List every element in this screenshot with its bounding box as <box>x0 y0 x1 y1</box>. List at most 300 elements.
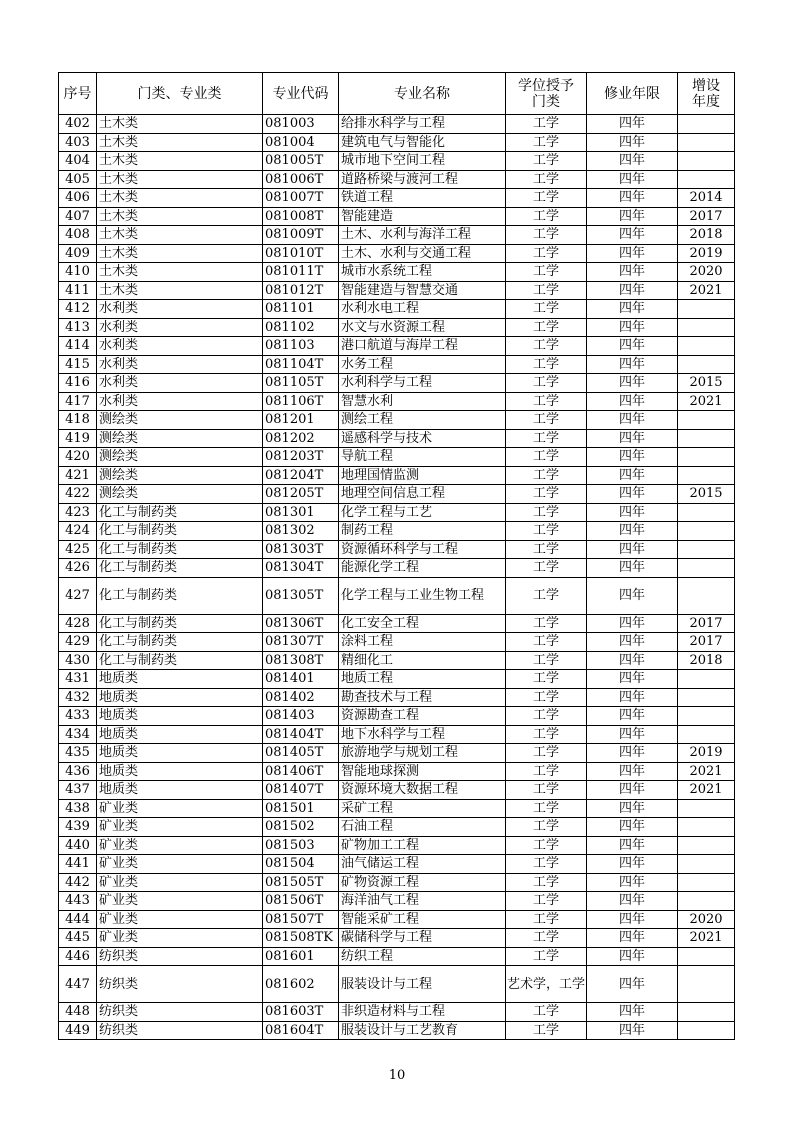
cell-degree: 工学 <box>506 337 587 356</box>
cell-category: 水利类 <box>97 392 263 411</box>
table-row <box>59 947 735 966</box>
cell-degree: 工学 <box>506 263 587 282</box>
cell-category: 矿业类 <box>97 873 263 892</box>
table-row <box>59 170 735 189</box>
table-row <box>59 448 735 467</box>
cell-category: 化工与制药类 <box>97 540 263 559</box>
cell-category: 纺织类 <box>97 947 263 966</box>
cell-degree: 工学 <box>506 614 587 633</box>
table-row <box>59 614 735 633</box>
cell-num: 420 <box>59 448 97 467</box>
table-row <box>59 503 735 522</box>
cell-years: 四年 <box>587 799 678 818</box>
cell-category: 土木类 <box>97 189 263 208</box>
cell-added: 2021 <box>678 281 735 300</box>
cell-years: 四年 <box>587 429 678 448</box>
cell-code: 081105T <box>263 374 339 393</box>
cell-code: 081010T <box>263 244 339 263</box>
cell-num: 421 <box>59 466 97 485</box>
cell-added <box>678 725 735 744</box>
cell-degree: 工学 <box>506 929 587 948</box>
cell-added: 2021 <box>678 392 735 411</box>
cell-added <box>678 355 735 374</box>
cell-added <box>678 300 735 319</box>
cell-num: 403 <box>59 133 97 152</box>
cell-num: 424 <box>59 522 97 541</box>
majors-table-container <box>58 72 734 1040</box>
cell-code: 081401 <box>263 670 339 689</box>
cell-code: 081404T <box>263 725 339 744</box>
cell-name: 智慧水利 <box>339 392 506 411</box>
cell-category: 地质类 <box>97 670 263 689</box>
cell-degree: 工学 <box>506 392 587 411</box>
cell-years: 四年 <box>587 892 678 911</box>
cell-years: 四年 <box>587 374 678 393</box>
cell-code: 081603T <box>263 1003 339 1022</box>
header-code: 专业代码 <box>263 73 339 115</box>
cell-added <box>678 503 735 522</box>
cell-added <box>678 670 735 689</box>
table-row <box>59 374 735 393</box>
cell-code: 081302 <box>263 522 339 541</box>
cell-degree: 工学 <box>506 781 587 800</box>
cell-name: 测绘工程 <box>339 411 506 430</box>
cell-num: 419 <box>59 429 97 448</box>
cell-code: 081501 <box>263 799 339 818</box>
cell-code: 081308T <box>263 651 339 670</box>
cell-name: 遥感科学与技术 <box>339 429 506 448</box>
cell-degree: 工学 <box>506 189 587 208</box>
cell-years: 四年 <box>587 947 678 966</box>
cell-name: 资源循环科学与工程 <box>339 540 506 559</box>
cell-years: 四年 <box>587 855 678 874</box>
cell-category: 地质类 <box>97 781 263 800</box>
cell-added: 2018 <box>678 651 735 670</box>
cell-code: 081205T <box>263 485 339 504</box>
cell-name: 地质工程 <box>339 670 506 689</box>
cell-code: 081202 <box>263 429 339 448</box>
table-row <box>59 300 735 319</box>
cell-name: 服装设计与工程 <box>339 966 506 1003</box>
cell-degree: 工学 <box>506 503 587 522</box>
cell-num: 413 <box>59 318 97 337</box>
cell-num: 404 <box>59 152 97 171</box>
cell-degree: 工学 <box>506 226 587 245</box>
cell-degree: 工学 <box>506 873 587 892</box>
header-added: 增设年度 <box>678 73 735 115</box>
table-row <box>59 966 735 1003</box>
cell-degree: 工学 <box>506 559 587 578</box>
cell-category: 矿业类 <box>97 910 263 929</box>
cell-added <box>678 707 735 726</box>
cell-num: 431 <box>59 670 97 689</box>
cell-years: 四年 <box>587 170 678 189</box>
cell-category: 测绘类 <box>97 448 263 467</box>
header-degree: 学位授予门类 <box>506 73 587 115</box>
cell-category: 地质类 <box>97 762 263 781</box>
cell-years: 四年 <box>587 392 678 411</box>
cell-added: 2018 <box>678 226 735 245</box>
page-number: 10 <box>388 1068 406 1083</box>
table-row <box>59 818 735 837</box>
cell-added: 2019 <box>678 244 735 263</box>
table-row <box>59 466 735 485</box>
cell-years: 四年 <box>587 318 678 337</box>
cell-name: 海洋油气工程 <box>339 892 506 911</box>
cell-years: 四年 <box>587 115 678 134</box>
cell-name: 勘查技术与工程 <box>339 688 506 707</box>
cell-category: 土木类 <box>97 226 263 245</box>
cell-code: 081102 <box>263 318 339 337</box>
cell-name: 化工安全工程 <box>339 614 506 633</box>
cell-code: 081508TK <box>263 929 339 948</box>
cell-added: 2014 <box>678 189 735 208</box>
cell-name: 油气储运工程 <box>339 855 506 874</box>
cell-name: 城市水系统工程 <box>339 263 506 282</box>
cell-added: 2021 <box>678 781 735 800</box>
table-row <box>59 762 735 781</box>
table-row <box>59 485 735 504</box>
cell-code: 081011T <box>263 263 339 282</box>
cell-years: 四年 <box>587 707 678 726</box>
cell-name: 导航工程 <box>339 448 506 467</box>
table-row <box>59 577 735 614</box>
cell-years: 四年 <box>587 688 678 707</box>
cell-name: 水利科学与工程 <box>339 374 506 393</box>
cell-name: 道路桥梁与渡河工程 <box>339 170 506 189</box>
cell-code: 081504 <box>263 855 339 874</box>
cell-category: 矿业类 <box>97 818 263 837</box>
cell-degree: 工学 <box>506 910 587 929</box>
cell-code: 081602 <box>263 966 339 1003</box>
cell-code: 081305T <box>263 577 339 614</box>
cell-added <box>678 855 735 874</box>
cell-name: 地下水科学与工程 <box>339 725 506 744</box>
cell-degree: 工学 <box>506 707 587 726</box>
cell-added <box>678 448 735 467</box>
cell-degree: 工学 <box>506 522 587 541</box>
cell-num: 415 <box>59 355 97 374</box>
cell-num: 444 <box>59 910 97 929</box>
cell-years: 四年 <box>587 263 678 282</box>
cell-name: 港口航道与海岸工程 <box>339 337 506 356</box>
table-row <box>59 781 735 800</box>
cell-num: 439 <box>59 818 97 837</box>
cell-name: 智能地球探测 <box>339 762 506 781</box>
table-row <box>59 207 735 226</box>
table-row <box>59 836 735 855</box>
cell-name: 石油工程 <box>339 818 506 837</box>
table-row <box>59 929 735 948</box>
cell-name: 精细化工 <box>339 651 506 670</box>
table-body <box>59 115 735 1040</box>
cell-added <box>678 318 735 337</box>
cell-degree: 工学 <box>506 744 587 763</box>
table-row <box>59 559 735 578</box>
cell-added <box>678 559 735 578</box>
cell-years: 四年 <box>587 559 678 578</box>
cell-added <box>678 873 735 892</box>
cell-years: 四年 <box>587 337 678 356</box>
cell-name: 智能建造与智慧交通 <box>339 281 506 300</box>
cell-code: 081303T <box>263 540 339 559</box>
cell-degree: 工学 <box>506 281 587 300</box>
table-row <box>59 281 735 300</box>
cell-code: 081201 <box>263 411 339 430</box>
cell-num: 430 <box>59 651 97 670</box>
cell-degree: 工学 <box>506 892 587 911</box>
cell-code: 081009T <box>263 226 339 245</box>
cell-num: 447 <box>59 966 97 1003</box>
header-name: 专业名称 <box>339 73 506 115</box>
cell-num: 433 <box>59 707 97 726</box>
cell-num: 411 <box>59 281 97 300</box>
cell-num: 435 <box>59 744 97 763</box>
cell-code: 081406T <box>263 762 339 781</box>
cell-code: 081012T <box>263 281 339 300</box>
table-row <box>59 189 735 208</box>
cell-degree: 工学 <box>506 244 587 263</box>
table-row <box>59 688 735 707</box>
cell-category: 矿业类 <box>97 855 263 874</box>
cell-code: 081008T <box>263 207 339 226</box>
cell-num: 408 <box>59 226 97 245</box>
cell-added <box>678 1021 735 1040</box>
cell-added <box>678 818 735 837</box>
cell-category: 地质类 <box>97 744 263 763</box>
cell-added: 2020 <box>678 263 735 282</box>
cell-name: 城市地下空间工程 <box>339 152 506 171</box>
table-row <box>59 263 735 282</box>
cell-num: 402 <box>59 115 97 134</box>
cell-degree: 工学 <box>506 485 587 504</box>
cell-name: 纺织工程 <box>339 947 506 966</box>
cell-code: 081604T <box>263 1021 339 1040</box>
cell-num: 422 <box>59 485 97 504</box>
cell-category: 土木类 <box>97 152 263 171</box>
cell-degree: 工学 <box>506 152 587 171</box>
cell-added <box>678 133 735 152</box>
cell-code: 081103 <box>263 337 339 356</box>
cell-added <box>678 411 735 430</box>
cell-category: 纺织类 <box>97 966 263 1003</box>
cell-code: 081403 <box>263 707 339 726</box>
cell-num: 441 <box>59 855 97 874</box>
cell-name: 化学工程与工业生物工程 <box>339 577 506 614</box>
table-row <box>59 318 735 337</box>
cell-added: 2019 <box>678 744 735 763</box>
table-row <box>59 355 735 374</box>
cell-category: 矿业类 <box>97 799 263 818</box>
cell-degree: 工学 <box>506 374 587 393</box>
cell-added <box>678 152 735 171</box>
cell-code: 081601 <box>263 947 339 966</box>
cell-category: 测绘类 <box>97 466 263 485</box>
cell-degree: 工学 <box>506 799 587 818</box>
cell-category: 矿业类 <box>97 892 263 911</box>
cell-category: 土木类 <box>97 281 263 300</box>
cell-category: 水利类 <box>97 337 263 356</box>
cell-added <box>678 522 735 541</box>
cell-category: 地质类 <box>97 707 263 726</box>
cell-years: 四年 <box>587 540 678 559</box>
cell-category: 土木类 <box>97 244 263 263</box>
cell-category: 土木类 <box>97 133 263 152</box>
cell-years: 四年 <box>587 910 678 929</box>
cell-added <box>678 577 735 614</box>
cell-years: 四年 <box>587 577 678 614</box>
cell-added: 2015 <box>678 374 735 393</box>
cell-years: 四年 <box>587 781 678 800</box>
cell-num: 405 <box>59 170 97 189</box>
cell-category: 土木类 <box>97 263 263 282</box>
cell-degree: 工学 <box>506 725 587 744</box>
cell-code: 081101 <box>263 300 339 319</box>
table-row <box>59 744 735 763</box>
table-row <box>59 522 735 541</box>
cell-years: 四年 <box>587 1003 678 1022</box>
cell-degree: 工学 <box>506 670 587 689</box>
table-row <box>59 1003 735 1022</box>
table-row <box>59 670 735 689</box>
cell-added <box>678 429 735 448</box>
cell-years: 四年 <box>587 466 678 485</box>
cell-added <box>678 115 735 134</box>
cell-years: 四年 <box>587 448 678 467</box>
cell-category: 水利类 <box>97 374 263 393</box>
cell-name: 矿物加工工程 <box>339 836 506 855</box>
cell-name: 给排水科学与工程 <box>339 115 506 134</box>
table-row <box>59 707 735 726</box>
header-category: 门类、专业类 <box>97 73 263 115</box>
cell-code: 081004 <box>263 133 339 152</box>
cell-category: 测绘类 <box>97 485 263 504</box>
cell-num: 443 <box>59 892 97 911</box>
cell-code: 081503 <box>263 836 339 855</box>
cell-name: 智能采矿工程 <box>339 910 506 929</box>
cell-years: 四年 <box>587 133 678 152</box>
cell-years: 四年 <box>587 633 678 652</box>
cell-added: 2020 <box>678 910 735 929</box>
cell-category: 化工与制药类 <box>97 577 263 614</box>
cell-degree: 工学 <box>506 1021 587 1040</box>
cell-code: 081402 <box>263 688 339 707</box>
cell-category: 测绘类 <box>97 429 263 448</box>
cell-degree: 工学 <box>506 170 587 189</box>
cell-code: 081307T <box>263 633 339 652</box>
cell-code: 081506T <box>263 892 339 911</box>
cell-code: 081104T <box>263 355 339 374</box>
header-num: 序号 <box>59 73 97 115</box>
cell-category: 化工与制药类 <box>97 503 263 522</box>
cell-years: 四年 <box>587 744 678 763</box>
cell-degree: 工学 <box>506 688 587 707</box>
table-row <box>59 910 735 929</box>
cell-degree: 工学 <box>506 540 587 559</box>
cell-category: 化工与制药类 <box>97 559 263 578</box>
cell-num: 423 <box>59 503 97 522</box>
cell-name: 非织造材料与工程 <box>339 1003 506 1022</box>
cell-code: 081502 <box>263 818 339 837</box>
cell-category: 化工与制药类 <box>97 614 263 633</box>
cell-category: 土木类 <box>97 170 263 189</box>
cell-num: 432 <box>59 688 97 707</box>
table-row <box>59 725 735 744</box>
cell-category: 矿业类 <box>97 836 263 855</box>
majors-table <box>58 72 735 1040</box>
cell-added: 2021 <box>678 929 735 948</box>
cell-added <box>678 947 735 966</box>
cell-name: 智能建造 <box>339 207 506 226</box>
cell-category: 土木类 <box>97 207 263 226</box>
cell-added <box>678 466 735 485</box>
table-row <box>59 392 735 411</box>
cell-degree: 工学 <box>506 1003 587 1022</box>
cell-added <box>678 540 735 559</box>
table-row <box>59 244 735 263</box>
cell-num: 426 <box>59 559 97 578</box>
cell-num: 436 <box>59 762 97 781</box>
table-row <box>59 855 735 874</box>
cell-years: 四年 <box>587 281 678 300</box>
cell-degree: 工学 <box>506 466 587 485</box>
cell-degree: 工学 <box>506 855 587 874</box>
cell-added: 2021 <box>678 762 735 781</box>
cell-name: 制药工程 <box>339 522 506 541</box>
cell-added: 2017 <box>678 207 735 226</box>
cell-num: 427 <box>59 577 97 614</box>
cell-category: 水利类 <box>97 300 263 319</box>
cell-degree: 工学 <box>506 448 587 467</box>
table-row <box>59 799 735 818</box>
cell-name: 地理空间信息工程 <box>339 485 506 504</box>
cell-added: 2015 <box>678 485 735 504</box>
cell-category: 地质类 <box>97 725 263 744</box>
table-row <box>59 152 735 171</box>
table-row <box>59 115 735 134</box>
cell-code: 081007T <box>263 189 339 208</box>
cell-added <box>678 966 735 1003</box>
cell-category: 测绘类 <box>97 411 263 430</box>
cell-degree: 工学 <box>506 762 587 781</box>
cell-years: 四年 <box>587 244 678 263</box>
cell-years: 四年 <box>587 818 678 837</box>
cell-added <box>678 337 735 356</box>
cell-num: 448 <box>59 1003 97 1022</box>
cell-degree: 工学 <box>506 947 587 966</box>
header-years: 修业年限 <box>587 73 678 115</box>
cell-degree: 工学 <box>506 115 587 134</box>
table-row <box>59 892 735 911</box>
cell-category: 化工与制药类 <box>97 651 263 670</box>
cell-category: 纺织类 <box>97 1021 263 1040</box>
cell-years: 四年 <box>587 152 678 171</box>
cell-category: 矿业类 <box>97 929 263 948</box>
cell-degree: 工学 <box>506 318 587 337</box>
cell-added: 2017 <box>678 633 735 652</box>
cell-name: 铁道工程 <box>339 189 506 208</box>
cell-degree: 工学 <box>506 411 587 430</box>
cell-name: 碳储科学与工程 <box>339 929 506 948</box>
cell-degree: 工学 <box>506 836 587 855</box>
cell-num: 446 <box>59 947 97 966</box>
cell-code: 081306T <box>263 614 339 633</box>
cell-num: 425 <box>59 540 97 559</box>
cell-name: 旅游地学与规划工程 <box>339 744 506 763</box>
cell-num: 418 <box>59 411 97 430</box>
cell-num: 437 <box>59 781 97 800</box>
cell-years: 四年 <box>587 651 678 670</box>
